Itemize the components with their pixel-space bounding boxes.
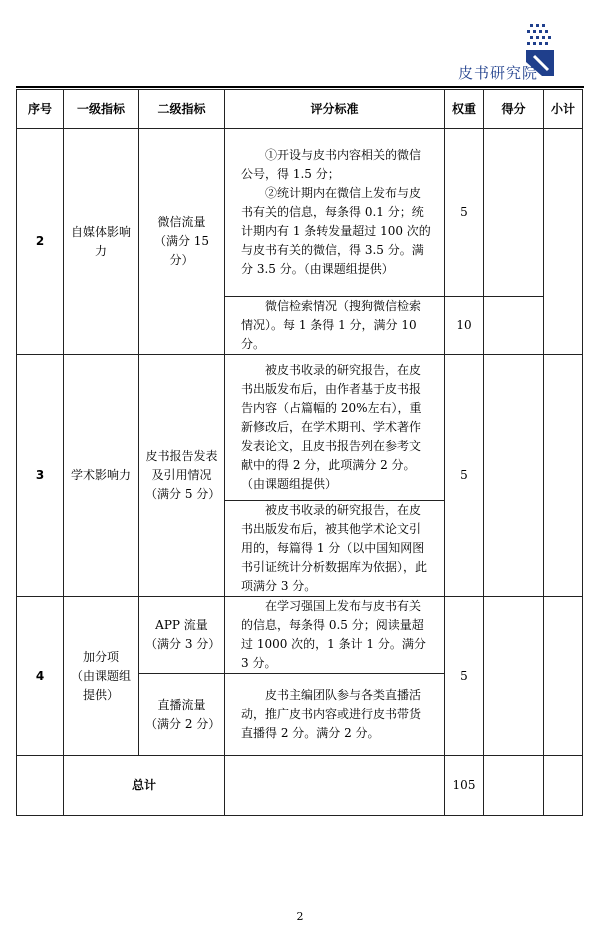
level2-indicator: 皮书报告发表及引用情况 （满分 5 分） (139, 355, 225, 597)
level1-indicator: 自媒体影响力 (64, 129, 139, 355)
criteria-cell (225, 129, 445, 297)
page-number: 2 (296, 910, 304, 923)
criteria-text: ①开设与皮书内容相关的微信公号，得 1.5 分； (241, 148, 422, 181)
column-header-weight: 权重 (445, 90, 484, 129)
column-header-subtotal: 小计 (544, 90, 583, 129)
header-divider (16, 86, 584, 88)
column-header-level2: 二级指标 (139, 90, 225, 129)
score-cell (484, 129, 544, 297)
score-cell (484, 355, 544, 597)
subtotal-cell (544, 756, 583, 816)
criteria-text: 在学习强国上发布与皮书有关的信息，每条得 0.5 分；阅读量超过 1000 次的，1 条计 1 分。满分 3 分。 (241, 599, 426, 670)
row-number: 3 (17, 355, 64, 597)
brand-name: 皮书研究院 (457, 64, 538, 82)
level2-indicator: 微信流量 （满分 15 分） (139, 129, 225, 355)
level2-indicator: APP 流量 （满分 3 分） (139, 597, 225, 674)
scoring-table (16, 89, 583, 816)
empty-cell (225, 756, 445, 816)
weight-cell: 10 (445, 297, 484, 355)
criteria-cell (225, 297, 445, 355)
column-header-criteria: 评分标准 (225, 90, 445, 129)
table-row (17, 597, 583, 674)
subtotal-cell (544, 597, 583, 756)
empty-cell (17, 756, 64, 816)
table-row (17, 129, 583, 297)
column-header-level1: 一级指标 (64, 90, 139, 129)
criteria-cell (225, 597, 445, 674)
score-cell (484, 297, 544, 355)
criteria-cell (225, 355, 445, 501)
total-label: 总计 (64, 756, 225, 816)
weight-cell: 5 (445, 355, 484, 597)
table-row (17, 355, 583, 501)
criteria-text: ②统计期内在微信上发布与皮书有关的信息，每条得 0.1 分；统计期内有 1 条转发量超过 100 次的与皮书有关的微信，得 3.5 分。满分 3.5 分。（由课题组提供） (241, 186, 431, 276)
level1-indicator: 学术影响力 (64, 355, 139, 597)
weight-cell: 5 (445, 129, 484, 297)
subtotal-cell (544, 129, 583, 355)
total-row (17, 756, 583, 816)
table-header-row (17, 90, 583, 129)
criteria-cell (225, 674, 445, 756)
column-header-no: 序号 (17, 90, 64, 129)
total-weight: 105 (445, 756, 484, 816)
score-cell (484, 597, 544, 756)
criteria-text: 被皮书收录的研究报告，在皮书出版发布后，被其他学术论文引用的，每篇得 1 分（以中国知网图书引证统计分析数据库为依据），此项满分 3 分。 (241, 503, 428, 593)
score-cell (484, 756, 544, 816)
level1-indicator: 加分项 （由课题组提供） (64, 597, 139, 756)
criteria-text: 皮书主编团队参与各类直播活动，推广皮书内容或进行皮书带货直播得 2 分。满分 2 分。 (241, 688, 422, 740)
column-header-score: 得分 (484, 90, 544, 129)
page-header (0, 0, 600, 90)
criteria-cell (225, 501, 445, 597)
criteria-text: 被皮书收录的研究报告，在皮书出版发布后，由作者基于皮书报告内容（占篇幅的 20%左右），重新修改后，在学术期刊、学术著作发表论文，且皮书报告列在参考文献中的得 2 分，此项满分 2 分。（由课题组提供） (241, 363, 422, 491)
row-number: 4 (17, 597, 64, 756)
row-number: 2 (17, 129, 64, 355)
criteria-text: 微信检索情况（搜狗微信检索情况）。每 1 条得 1 分，满分 10 分。 (241, 299, 422, 351)
subtotal-cell (544, 355, 583, 597)
weight-cell: 5 (445, 597, 484, 756)
level2-indicator: 直播流量 （满分 2 分） (139, 674, 225, 756)
